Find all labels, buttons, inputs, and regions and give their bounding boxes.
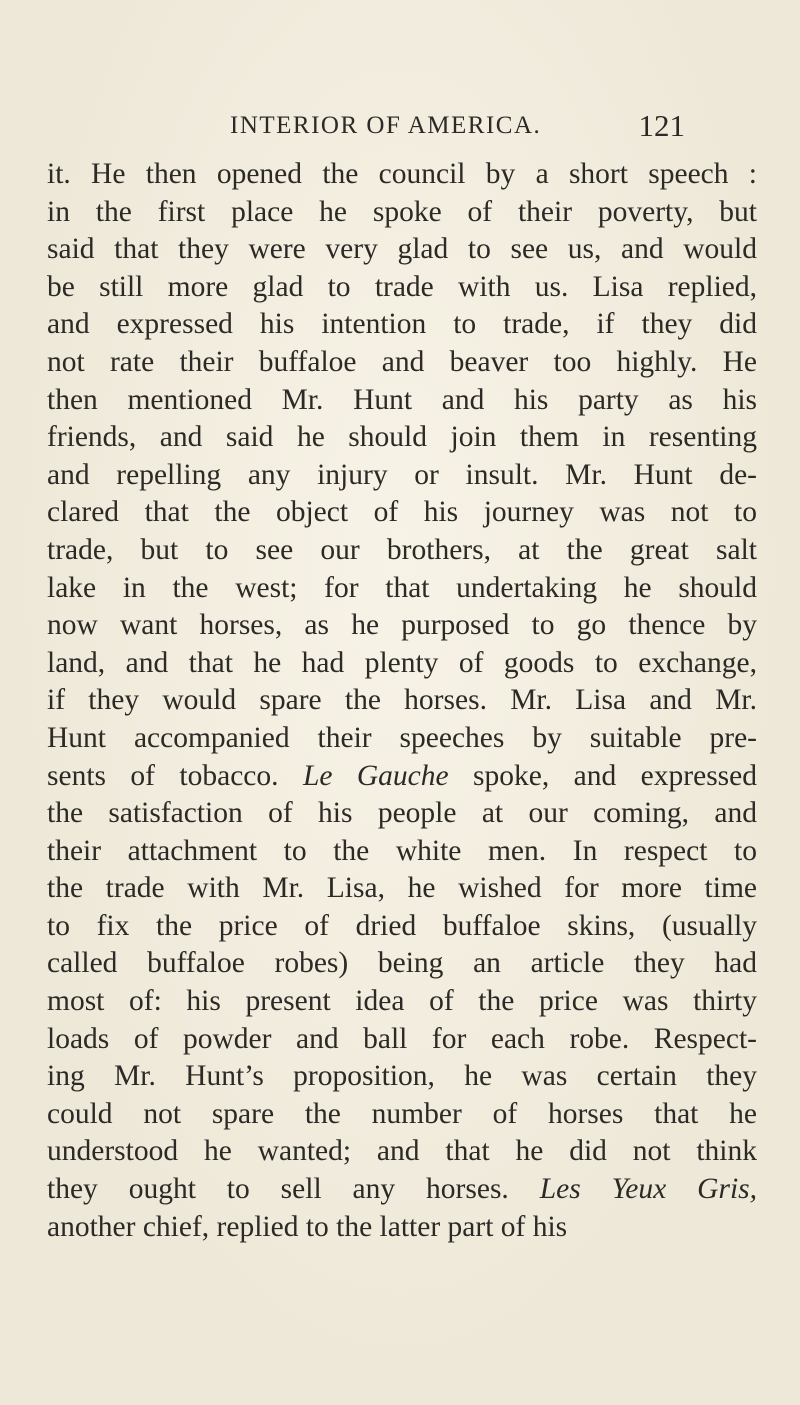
text-line [47,682,757,720]
body-text [47,156,757,1246]
text-line [47,194,757,232]
text-line [47,908,757,946]
text-segment: the trade with Mr. Lisa, he wished for more time [47,872,757,905]
text-segment: friends, and said he should join them in resenting [47,421,757,454]
text-line [47,156,757,194]
text-segment: spoke, and expressed [448,759,757,792]
italic-text: Les Yeux Gris, [539,1173,757,1206]
text-line [47,1171,757,1209]
text-line [47,382,757,420]
text-segment: Hunt accompanied their speeches by suitable pre- [47,721,757,754]
text-line [47,1096,757,1134]
running-head [0,108,800,152]
text-line [47,870,757,908]
text-segment: another chief, replied to the latter part of his [47,1210,568,1243]
text-segment: said that they were very glad to see us, and would [47,233,757,266]
text-line [47,1058,757,1096]
text-line [47,720,757,758]
text-line [47,532,757,570]
text-line [47,1021,757,1059]
text-line [47,607,757,645]
text-segment: and repelling any injury or insult. Mr. Hunt de- [47,458,757,491]
text-line [47,945,757,983]
text-segment: and expressed his intention to trade, if they did [47,308,757,341]
text-line [47,570,757,608]
text-segment: now want horses, as he purposed to go thence by [47,609,757,642]
text-line [47,833,757,871]
text-segment: land, and that he had plenty of goods to exchange, [47,646,757,679]
text-segment: to fix the price of dried buffaloe skins, (usually [47,909,757,942]
text-segment: be still more glad to trade with us. Lisa replied, [47,270,757,303]
text-segment: in the first place he spoke of their poverty, but [47,195,757,228]
text-line [47,1133,757,1171]
text-line [47,419,757,457]
text-segment: could not spare the number of horses that he [47,1097,757,1130]
text-segment: sents of tobacco. [47,759,303,792]
text-segment: their attachment to the white men. In respect to [47,834,757,867]
text-segment: clared that the object of his journey was not to [47,496,757,529]
text-segment: loads of powder and ball for each robe. Respect- [47,1022,757,1055]
text-segment: ing Mr. Hunt’s proposition, he was certain they [47,1060,757,1093]
text-line [47,306,757,344]
text-line [47,231,757,269]
text-line [47,344,757,382]
text-line [47,494,757,532]
text-line [47,269,757,307]
running-title: INTERIOR OF AMERICA. [230,112,542,139]
text-segment: trade, but to see our brothers, at the great salt [47,533,757,566]
text-line [47,983,757,1021]
text-segment: called buffaloe robes) being an article they had [47,947,757,980]
text-segment: then mentioned Mr. Hunt and his party as his [47,383,757,416]
text-segment: most of: his present idea of the price was thirty [47,985,757,1018]
text-line [47,758,757,796]
page-number: 121 [638,108,685,143]
text-line [47,1209,757,1247]
text-line [47,795,757,833]
text-segment: lake in the west; for that undertaking he should [47,571,757,604]
text-segment: the satisfaction of his people at our coming, and [47,797,757,830]
text-segment: it. He then opened the council by a short speech : [47,158,757,190]
text-line [47,457,757,495]
text-segment: they ought to sell any horses. [47,1173,540,1206]
text-line [47,645,757,683]
text-segment: if they would spare the horses. Mr. Lisa and Mr. [47,684,757,717]
text-segment: understood he wanted; and that he did not think [47,1135,757,1168]
text-segment: not rate their buffaloe and beaver too highly. He [47,345,757,378]
italic-text: Le Gauche [302,759,449,792]
